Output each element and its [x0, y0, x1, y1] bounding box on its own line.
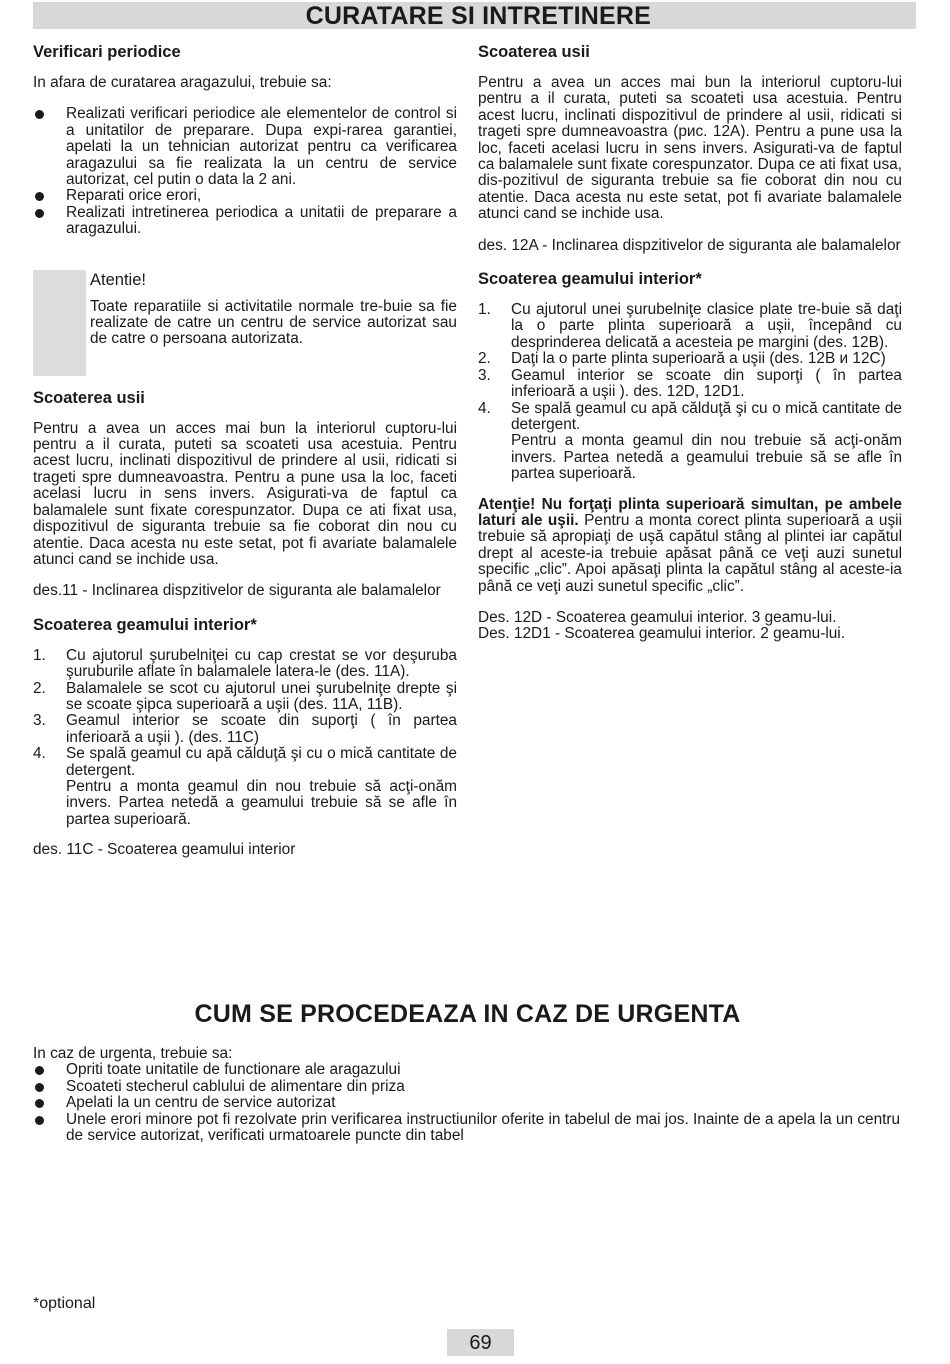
warning-paragraph: [478, 497, 902, 595]
list-item: 1. Cu ajutorul unei şurubelniţe clasice plate tre-buie să daţi la o parte plinta superioară a uşii, începând cu desprinderea delicată a acesteia pe margini (des. 12B).: [478, 301, 902, 351]
figure-caption: des.11 - Inclinarea dispzitivelor de siguranta ale balamalelor: [33, 582, 441, 600]
list-item: 3. Geamul interior se scoate din suporţi ( în partea inferioară a uşii ). des. 12D, 12D1.: [478, 366, 902, 401]
attention-text: Toate reparatiile si activitatile normale tre-buie sa fie realizate de catre un centru de service autorizat sau de catre o persoana autorizata.: [90, 297, 457, 348]
emergency-list: [33, 1062, 903, 1144]
periodic-checks-heading: Verificari periodice: [33, 43, 181, 61]
list-item: 2. Daţi la o parte plinta superioară a uşii (des. 12B и 12C): [478, 350, 886, 368]
header-bar: [33, 2, 916, 29]
list-item: 1. Cu ajutorul şurubelniţei cu cap crestat se vor deşuruba şuruburile aflate în balamalele latera-le (des. 11A).: [33, 646, 457, 681]
page-title: CURATARE SI INTRETINERE: [305, 2, 651, 30]
list-item: Realizati intretinerea periodica a unitatii de preparare a aragazului.: [33, 205, 457, 238]
list-item: Scoateti stecherul cablului de alimentare din priza: [33, 1079, 903, 1095]
inner-glass-heading: Scoaterea geamului interior*: [33, 615, 257, 634]
right-column: [478, 42, 902, 658]
periodic-checks-intro: In afara de curatarea aragazului, trebuie sa:: [33, 74, 332, 91]
door-removal-text: Pentru a avea un acces mai bun la interiorul cuptoru-lui pentru a il curata, puteti sa scoateti usa acestuia. Pentru acest lucru, inclinati dispozitivul de prindere al usii, ridicati si trageti spre dumneavoastra. Pentru a pune usa la loc, faceti acelasi lucru in sens invers. Asigurati-va de faptul ca balamalele sunt fixate corespunzator. Dupa ce ati fixat usa, dispozitivul de siguranta trebuie sa fie coborat din nou cu atentie. Daca acesta nu este setat, pot fi avariate balamalele atunci cand se inchide usa.: [33, 419, 457, 568]
emergency-section: [33, 1046, 903, 1159]
step-note: Pentru a monta geamul din nou trebuie să acţi-onăm invers. Partea netedă a geamului trebuie să se afle în partea superioară.: [66, 777, 457, 828]
list-item: 4. Se spală geamul cu apă călduţă şi cu o mică cantitate de detergent. Pentru a monta geamul din nou trebuie să acţi-onăm invers. Partea netedă a geamului trebuie să se afle în partea superioară.: [478, 399, 902, 483]
inner-glass-steps: [33, 648, 457, 828]
figure-caption: des. 12A - Inclinarea dispzitivelor de siguranta ale balamalelor: [478, 236, 901, 254]
list-item: Opriti toate unitatile de functionare ale aragazului: [33, 1062, 903, 1078]
attention-side-bar: [33, 270, 86, 376]
inner-glass-steps: [478, 302, 902, 482]
door-removal-heading: Scoaterea usii: [478, 43, 590, 61]
figure-caption: des. 11C - Scoaterea geamului interior: [33, 841, 296, 859]
inner-glass-heading: Scoaterea geamului interior*: [478, 270, 702, 289]
list-item: Realizati verificari periodice ale elementelor de control si a unitatilor de preparare. Dupa expi-rarea garantiei, apelati la un tehnician autorizat pentru ca verificarea aragazului sa fie realizata la un centru de service autorizat, cel putin o data la 2 ani.: [33, 106, 457, 188]
list-item: Reparati orice erori,: [33, 188, 457, 204]
attention-title: Atentie!: [90, 270, 146, 289]
door-removal-heading: Scoaterea usii: [33, 388, 145, 407]
warning-bold: Atenţie! Nu forţaţi plinta superioară simultan, pe ambele laturi ale uşii.: [478, 495, 902, 529]
list-item: 4. Se spală geamul cu apă călduţă şi cu o mică cantitate de detergent. Pentru a monta geamul din nou trebuie să acţi-onăm invers. Partea netedă a geamului trebuie să se afle în partea superioară.: [33, 745, 457, 828]
figure-caption: Des. 12D - Scoaterea geamului interior. 3 geamu-lui.: [478, 608, 837, 626]
emergency-intro: In caz de urgenta, trebuie sa:: [33, 1045, 233, 1062]
list-item: 3. Geamul interior se scoate din suporţi ( în partea inferioară a uşii ). (des. 11C): [33, 712, 457, 746]
left-column: [33, 42, 457, 874]
door-removal-text: Pentru a avea un acces mai bun la interiorul cuptoru-lui pentru a il curata, puteti sa scoateti usa acestuia. Pentru acest lucru, inclinati dispozitivul de prindere al usii, ridicati si trageti spre dumneavoastra (рис. 12A). Pentru a pune usa la loc, faceti acelasi lucru in sens invers. Asigurati-va de faptul ca balamalele sunt fixate corespunzator. Dupa ce ati fixat usa, dis-pozitivul de siguranta trebuie sa fie coborat din nou cu atentie. Daca acesta nu este setat, pot fi avariate balamalele atunci cand se inchide usa.: [478, 74, 902, 223]
list-item: Unele erori minore pot fi rezolvate prin verificarea instructiunilor oferite in tabelul de mai jos. Inainte de a apela la un centru de service autorizat, verificati urmatoarele puncte din tabel: [33, 1112, 903, 1145]
footnote: *optional: [33, 1295, 96, 1312]
figure-caption: Des. 12D1 - Scoaterea geamului interior. 2 geamu-lui.: [478, 625, 846, 643]
attention-box: [33, 270, 457, 376]
step-note: Pentru a monta geamul din nou trebuie să acţi-onăm invers. Partea netedă a geamului trebuie să se afle în partea superioară.: [511, 432, 902, 483]
list-item: Apelati la un centru de service autorizat: [33, 1095, 903, 1111]
emergency-title: CUM SE PROCEDEAZA IN CAZ DE URGENTA: [194, 1000, 741, 1028]
warning-text: Pentru a monta corect plinta superioară a uşii trebuie să apropiaţi de uşă capătul stâng al plintei iar capătul drept al aceste-ia trebuie apăsat până ce veţi auzi sunetul specific „clic”. Apoi apăsaţi plinta la capătul stâng al aceste-ia până ce veţi auzi sunetul specific „clic”.: [478, 511, 902, 595]
periodic-checks-list: [33, 106, 457, 237]
page-number: 69: [447, 1329, 514, 1356]
list-item: 2. Balamalele se scot cu ajutorul unei şurubelniţe drepte şi se scoate şipca superioară a uşii (des. 11A, 11B).: [33, 679, 457, 713]
